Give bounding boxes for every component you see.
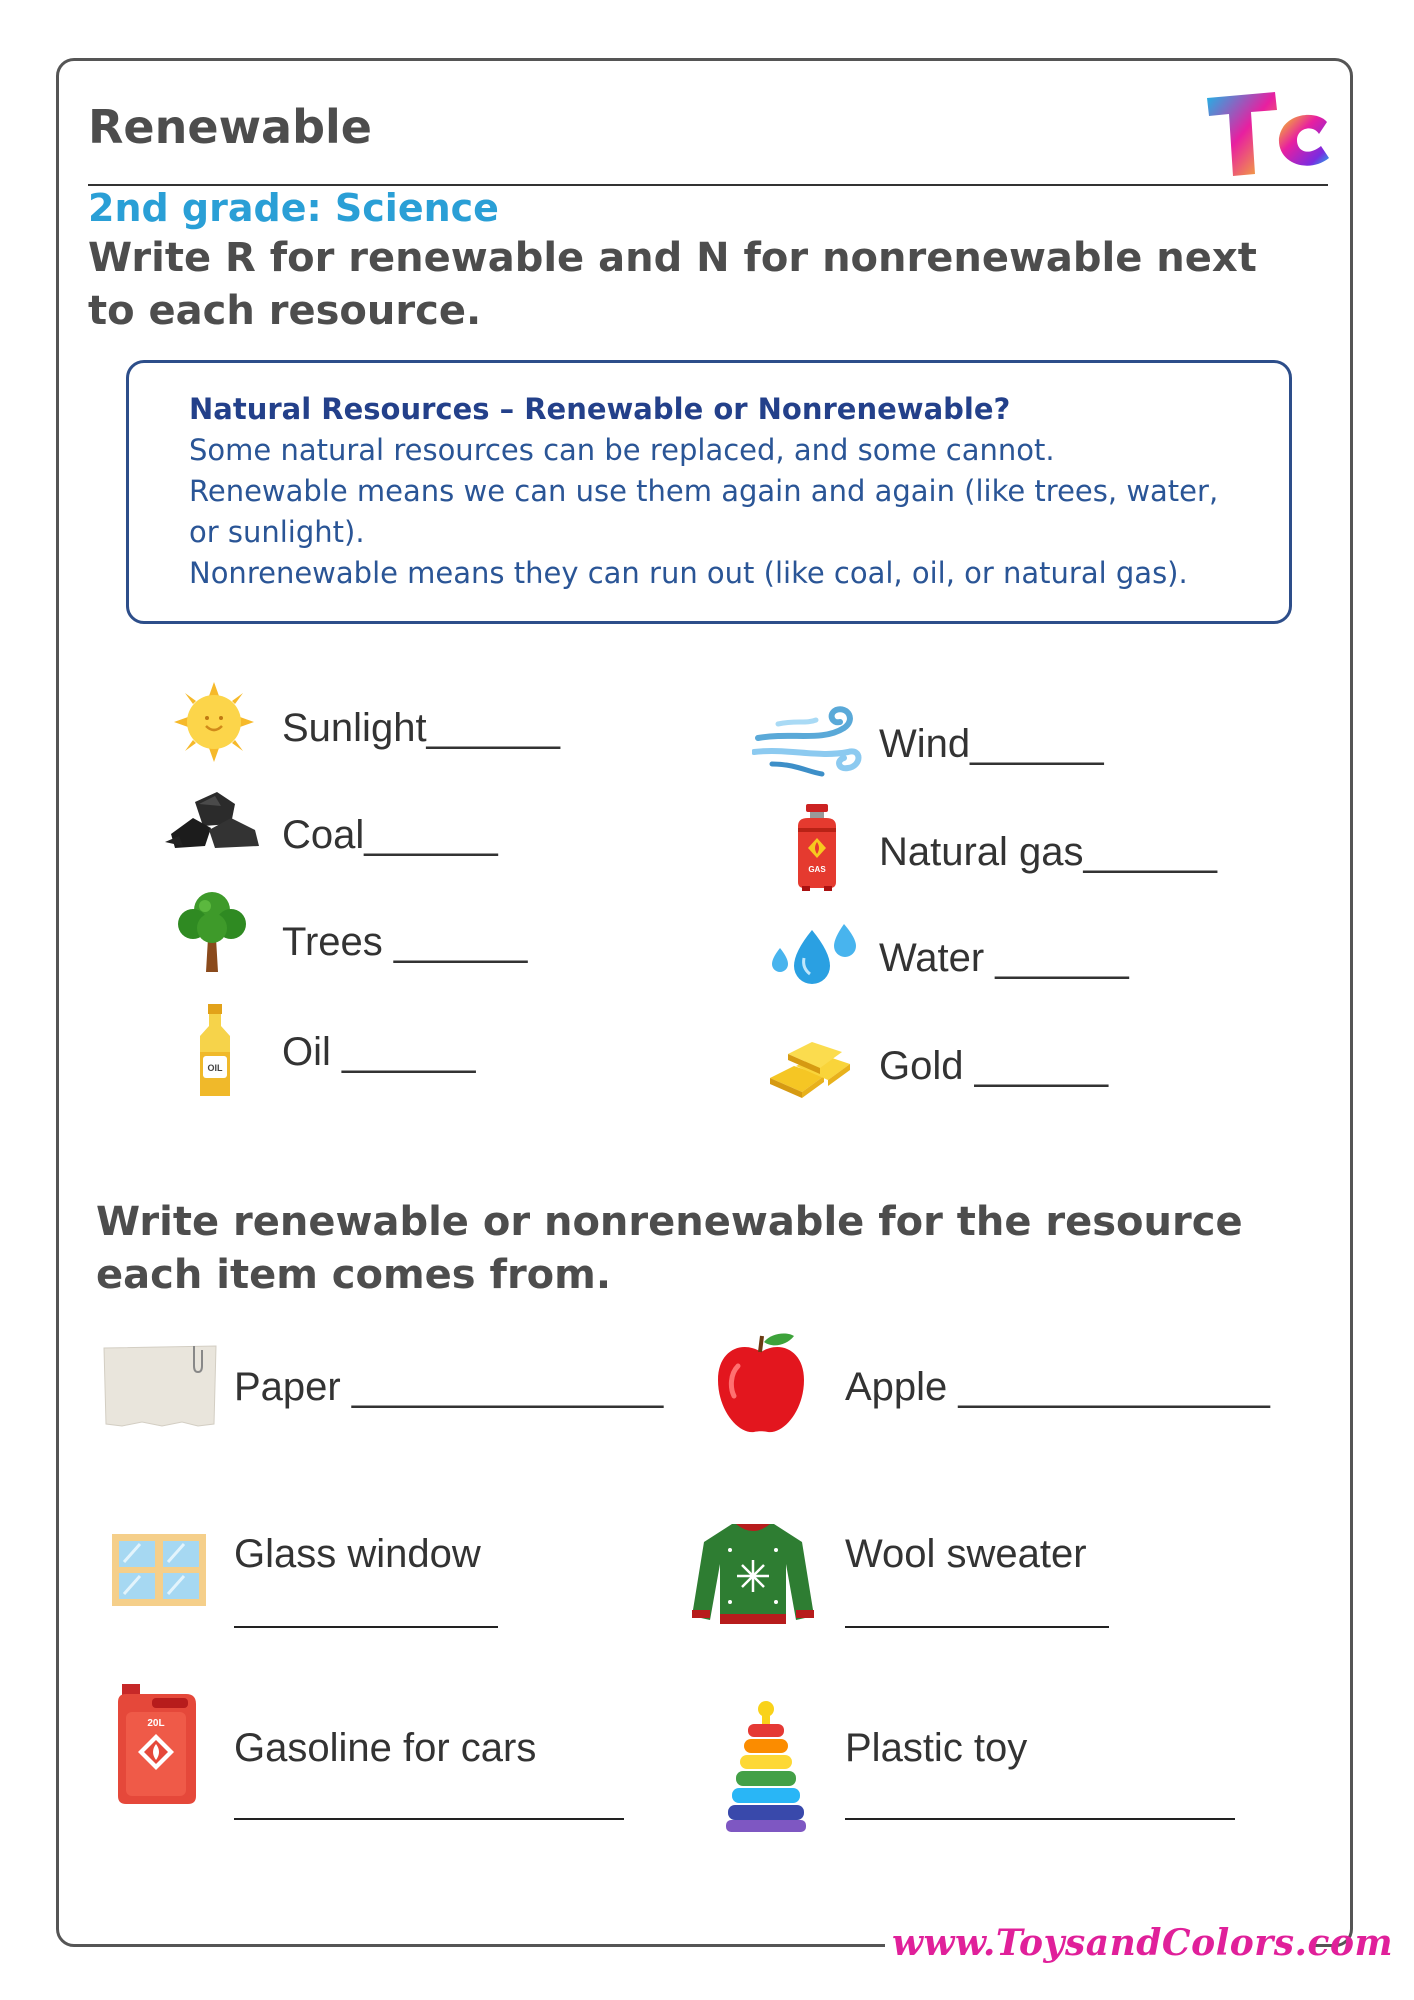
- info-line-2: Renewable means we can use them again and again (like trees, water, or sunlight).: [189, 474, 1219, 549]
- fuel-can-label: 20L: [147, 1718, 165, 1729]
- item-trees: Trees ______: [282, 920, 528, 964]
- gas-cylinder-icon: [790, 802, 844, 892]
- item-apple: Apple ______________: [845, 1365, 1270, 1409]
- instruction-2: Write renewable or nonrenewable for the resource each item comes from.: [96, 1199, 1243, 1298]
- info-heading: Natural Resources – Renewable or Nonrenewable?: [189, 392, 1011, 426]
- item-gasoline: Gasoline for cars: [234, 1726, 537, 1770]
- page-frame: [56, 58, 1353, 1947]
- water-drops-icon: [772, 922, 858, 986]
- sun-icon: [172, 680, 256, 764]
- window-icon: [110, 1532, 208, 1608]
- page-title: Renewable: [88, 100, 372, 154]
- logo-icon: [1205, 88, 1335, 180]
- oil-bottle-label: OIL: [207, 1063, 223, 1073]
- answer-line-gasoline[interactable]: [234, 1818, 624, 1820]
- item-coal: Coal______: [282, 813, 498, 857]
- stacking-toy-icon: [724, 1700, 808, 1834]
- sweater-icon: [690, 1516, 816, 1628]
- coal-icon: [165, 790, 263, 850]
- item-wool-sweater: Wool sweater: [845, 1532, 1087, 1576]
- item-oil: Oil ______: [282, 1030, 476, 1074]
- item-plastic-toy: Plastic toy: [845, 1726, 1028, 1770]
- item-gold: Gold ______: [879, 1044, 1109, 1088]
- fuel-can-icon: [112, 1682, 200, 1806]
- gas-cylinder-label: GAS: [808, 865, 826, 874]
- item-sunlight: Sunlight______: [282, 706, 561, 750]
- paper-icon: [102, 1344, 218, 1430]
- item-natural-gas: Natural gas______: [879, 830, 1218, 874]
- answer-line-plastic-toy[interactable]: [845, 1818, 1235, 1820]
- answer-line-glass-window[interactable]: [234, 1626, 498, 1628]
- grade-label: 2nd grade: Science: [88, 186, 499, 230]
- answer-line-wool-sweater[interactable]: [845, 1626, 1109, 1628]
- info-line-1: Some natural resources can be replaced, and some cannot.: [189, 433, 1055, 467]
- item-water: Water ______: [879, 936, 1129, 980]
- instruction-1: Write R for renewable and N for nonrenewable next to each resource.: [88, 235, 1257, 334]
- tree-icon: [175, 888, 249, 974]
- apple-icon: [714, 1330, 808, 1436]
- gold-bars-icon: [766, 1036, 858, 1100]
- oil-bottle-icon: [196, 1002, 234, 1100]
- footer-url[interactable]: www.ToysandColors.com: [892, 1922, 1394, 1964]
- info-box: [126, 360, 1292, 624]
- wind-icon: [752, 702, 864, 782]
- info-line-3: Nonrenewable means they can run out (like coal, oil, or natural gas).: [189, 556, 1188, 590]
- item-wind: Wind______: [879, 722, 1104, 766]
- item-glass-window: Glass window: [234, 1532, 481, 1576]
- item-paper: Paper ______________: [234, 1365, 664, 1409]
